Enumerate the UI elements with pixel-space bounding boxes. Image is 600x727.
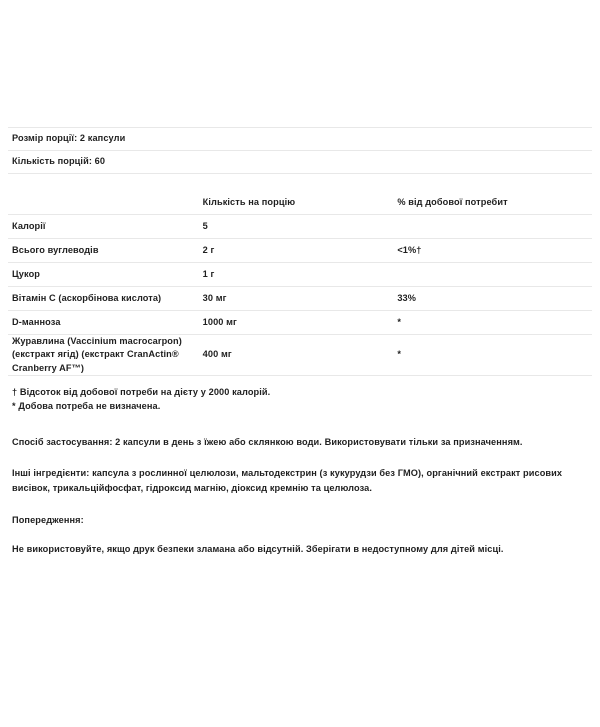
nutrient-percent <box>397 215 592 239</box>
nutrient-percent: * <box>397 311 592 335</box>
nutrient-name: Цукор <box>8 263 203 287</box>
nutrient-name: Калорії <box>8 215 203 239</box>
table-row-serving-size <box>8 128 592 151</box>
nutrient-percent: * <box>397 335 592 376</box>
nutrient-percent: <1%† <box>397 239 592 263</box>
nutrient-name: Журавлина (Vaccinium macrocarpon) (екстракт ягід) (екстракт CranActin® Cranberry AF™) <box>8 335 203 376</box>
table-row <box>8 311 592 335</box>
nutrient-amount: 5 <box>203 215 398 239</box>
table-spacer-row <box>8 174 592 193</box>
warnings-text: Не використовуйте, якщо друк безпеки зламана або відсутній. Зберігати в недоступному для дітей місці. <box>12 544 504 555</box>
table-header-row <box>8 192 592 215</box>
nutrient-percent: 33% <box>397 287 592 311</box>
column-header-percent-daily-value: % від добової потребит <box>397 192 592 215</box>
supplement-facts-page <box>0 127 600 727</box>
table-row-servings-per-container <box>8 151 592 174</box>
nutrient-name: Всього вуглеводів <box>8 239 203 263</box>
serving-size-text: Розмір порції: 2 капсули <box>8 128 592 151</box>
table-spacer-cell <box>8 174 592 193</box>
nutrient-name: D-манноза <box>8 311 203 335</box>
table-row <box>8 263 592 287</box>
table-row <box>8 215 592 239</box>
nutrient-amount: 30 мг <box>203 287 398 311</box>
warnings-title: Попередження: <box>12 514 84 525</box>
footnote-daily-value: † Відсоток від добової потреби на дієту у 2000 калорій. <box>12 387 271 398</box>
directions-text: Спосіб застосування: 2 капсули в день з їжею або склянкою води. Використовувати тільки за призначенням. <box>12 436 523 447</box>
column-header-name <box>8 192 203 215</box>
footnote-not-established: * Добова потреба не визначена. <box>12 401 161 412</box>
nutrient-amount: 1 г <box>203 263 398 287</box>
nutrient-amount: 400 мг <box>203 335 398 376</box>
table-row <box>8 335 592 376</box>
column-header-amount-per-serving: Кількість на порцію <box>203 192 398 215</box>
nutrient-amount: 1000 мг <box>203 311 398 335</box>
supplement-facts-table <box>8 127 592 376</box>
other-ingredients-text: Інші інгредієнти: капсула з рослинної целюлози, мальтодекстрин (з кукурудзи без ГМО), органічний екстракт рисових висівок, трикальційфосфат, гідроксид магнію, діоксид кремнію та целюлоза. <box>12 468 563 493</box>
table-row <box>8 239 592 263</box>
servings-per-container-text: Кількість порцій: 60 <box>8 151 592 174</box>
nutrient-percent <box>397 263 592 287</box>
footnotes <box>8 385 592 414</box>
nutrient-name: Вітамін C (аскорбінова кислота) <box>8 287 203 311</box>
nutrient-amount: 2 г <box>203 239 398 263</box>
table-row <box>8 287 592 311</box>
